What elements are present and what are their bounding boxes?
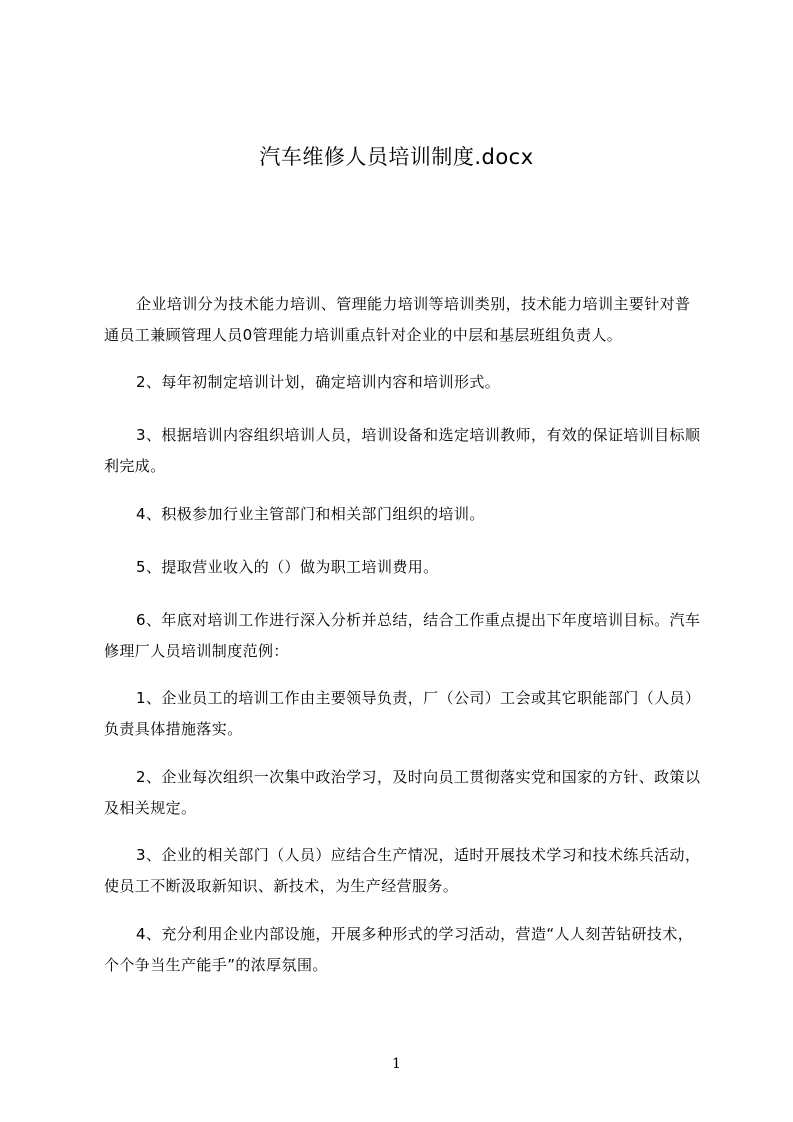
document-title: 汽车维修人员培训制度.docx: [259, 145, 534, 169]
paragraph-rule-4: 4、充分利用企业内部设施，开展多种形式的学习活动，营造“人人刻苦钻研技术，个个争当生产能手”的浓厚氛围。: [104, 925, 694, 974]
paragraph-item-2: 2、每年初制定培训计划，确定培训内容和培训形式。: [136, 373, 501, 391]
paragraph-item-4: 4、积极参加行业主管部门和相关部门组织的培训。: [136, 505, 485, 523]
paragraph-item-3: 3、根据培训内容组织培训人员，培训设备和选定培训教师，有效的保证培训目标顺利完成。: [104, 426, 701, 475]
paragraph-item-6: 6、年底对培训工作进行深入分析并总结，结合工作重点提出下年度培训目标。汽车修理厂人员培训制度范例：: [104, 611, 701, 660]
paragraph-item-5: 5、提取营业收入的（）做为职工培训费用。: [136, 558, 439, 576]
page-number: 1: [392, 1056, 401, 1072]
paragraph-intro: 企业培训分为技术能力培训、管理能力培训等培训类别，技术能力培训主要针对普通员工兼顾管理人员0管理能力培训重点针对企业的中层和基层班组负责人。: [104, 295, 691, 344]
paragraph-rule-1: 1、企业员工的培训工作由主要领导负责，厂（公司）工会或其它职能部门（人员）负责具体措施落实。: [104, 689, 701, 738]
paragraph-rule-2: 2、企业每次组织一次集中政治学习，及时向员工贯彻落实党和国家的方针、政策以及相关规定。: [104, 768, 701, 817]
paragraph-rule-3: 3、企业的相关部门（人员）应结合生产情况，适时开展技术学习和技术练兵活动，使员工不断汲取新知识、新技术，为生产经营服务。: [104, 846, 701, 895]
